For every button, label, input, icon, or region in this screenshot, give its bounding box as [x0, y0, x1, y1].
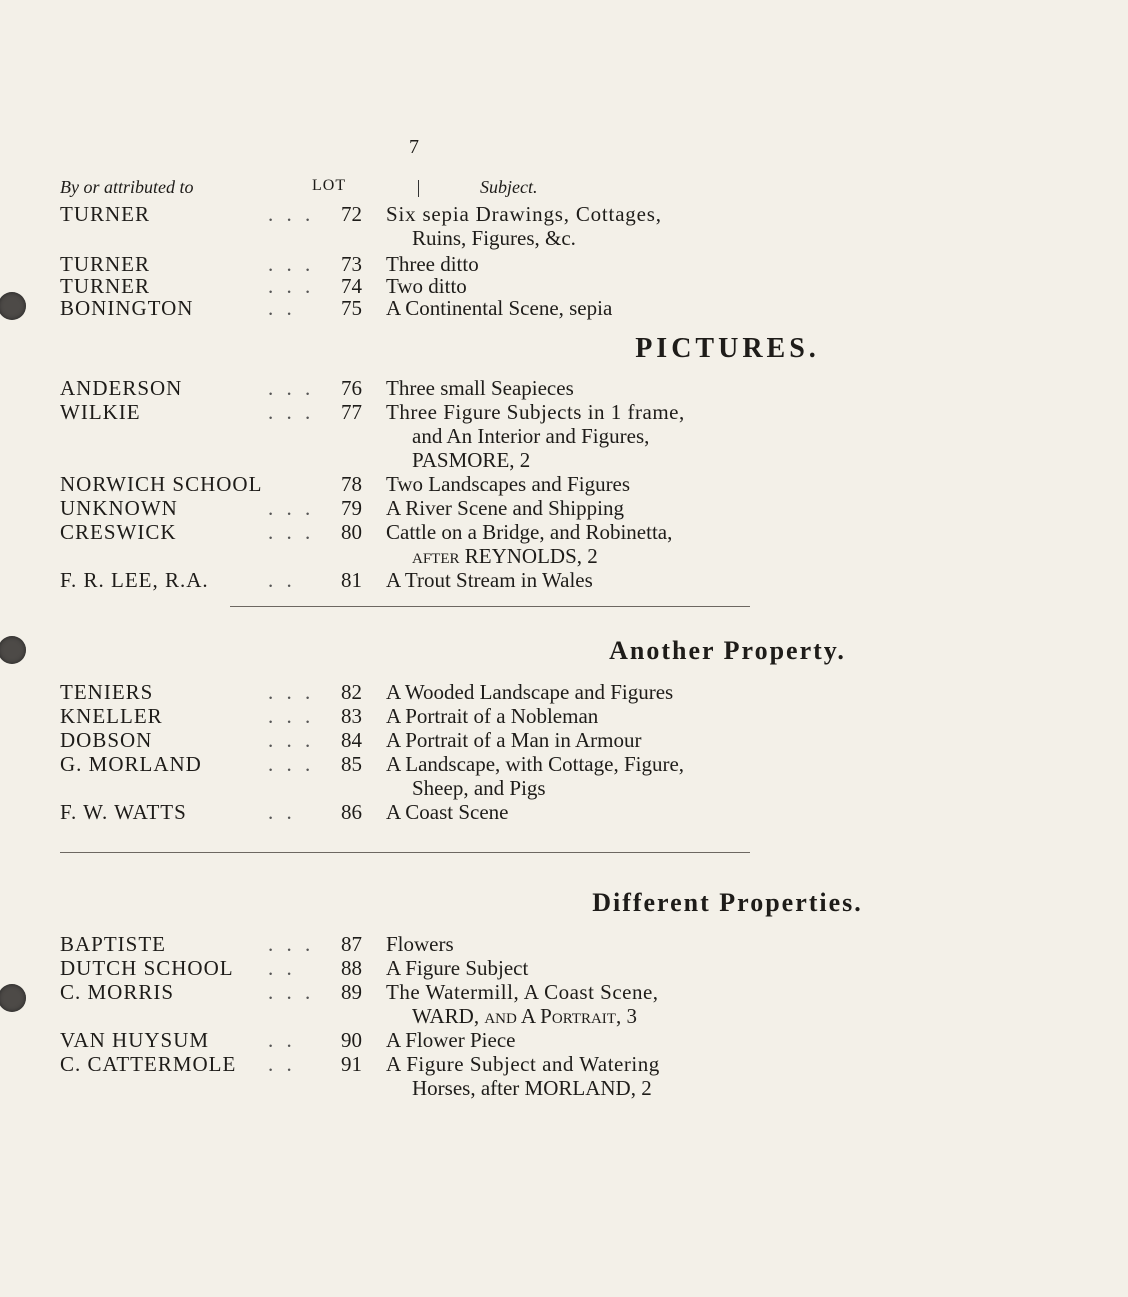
lot-number: 79: [341, 496, 362, 520]
column-header-lot: LOT: [312, 177, 347, 194]
leader-dots: . . .: [268, 202, 315, 226]
section-title-pictures: PICTURES.: [635, 333, 820, 364]
artist-name: F. R. LEE, R.A.: [60, 568, 209, 592]
lot-subject-continued: Horses, after MORLAND, 2: [412, 1076, 652, 1100]
leader-dots: . . .: [268, 274, 315, 298]
lot-subject: Two Landscapes and Figures: [386, 472, 631, 496]
lot-subject: A Figure Subject and Watering: [386, 1052, 660, 1076]
lot-subject: A Landscape, with Cottage, Figure,: [386, 752, 685, 776]
leader-dots: . .: [268, 1028, 296, 1052]
leader-dots: . . .: [268, 252, 315, 276]
artist-name: ANDERSON: [60, 376, 183, 400]
lot-subject: A Trout Stream in Wales: [386, 568, 593, 592]
artist-name: G. MORLAND: [60, 752, 202, 776]
artist-name: C. CATTERMOLE: [60, 1052, 237, 1076]
lot-number: 91: [341, 1052, 362, 1076]
lot-subject: Three ditto: [386, 252, 479, 276]
lot-subject: A Flower Piece: [386, 1028, 516, 1052]
lot-subject: Six sepia Drawings, Cottages,: [386, 202, 662, 226]
lot-subject: Two ditto: [386, 274, 467, 298]
lot-number: 88: [341, 956, 362, 980]
lot-subject: Three small Seapieces: [386, 376, 574, 400]
section-title-text: Different Properties.: [592, 888, 863, 917]
lot-number: 87: [341, 932, 362, 956]
lot-subject: A Portrait of a Man in Armour: [386, 728, 642, 752]
artist-name: TURNER: [60, 202, 150, 226]
lot-subject: Flowers: [386, 932, 454, 956]
artist-name: BAPTISTE: [60, 932, 167, 956]
lot-number: 85: [341, 752, 362, 776]
artist-name: CRESWICK: [60, 520, 177, 544]
leader-dots: . .: [268, 568, 296, 592]
leader-dots: . . .: [268, 980, 315, 1004]
artist-name: BONINGTON: [60, 296, 194, 320]
leader-dots: . .: [268, 956, 296, 980]
lot-subject: The Watermill, A Coast Scene,: [386, 980, 659, 1004]
leader-dots: . . .: [268, 400, 315, 424]
page-number: 7: [409, 136, 419, 158]
leader-dots: . . .: [268, 520, 315, 544]
punch-hole: [0, 636, 26, 664]
lot-number: 72: [341, 202, 362, 226]
lot-number: 80: [341, 520, 362, 544]
lot-number: 81: [341, 568, 362, 592]
artist-name: NORWICH SCHOOL: [60, 472, 263, 496]
artist-name: WILKIE: [60, 400, 141, 424]
lot-subject-continued: PASMORE, 2: [412, 448, 531, 472]
lot-number: 84: [341, 728, 362, 752]
punch-hole: [0, 292, 26, 320]
leader-dots: . .: [268, 800, 296, 824]
section-divider: [230, 606, 750, 607]
lot-subject-continued: WARD, and A Portrait, 3: [412, 1004, 637, 1028]
leader-dots: . . .: [268, 680, 315, 704]
lot-number: 78: [341, 472, 362, 496]
leader-dots: . . .: [268, 376, 315, 400]
lot-number: 73: [341, 252, 362, 276]
lot-subject: A Coast Scene: [386, 800, 509, 824]
lot-number: 89: [341, 980, 362, 1004]
artist-name: UNKNOWN: [60, 496, 178, 520]
lot-number: 82: [341, 680, 362, 704]
column-header-subject: Subject.: [480, 177, 538, 197]
lot-subject-continued: Sheep, and Pigs: [412, 776, 546, 800]
artist-name: C. MORRIS: [60, 980, 175, 1004]
lot-subject-continued: Ruins, Figures, &c.: [412, 226, 576, 250]
lot-subject-continued: after REYNOLDS, 2: [412, 544, 598, 568]
artist-name: DOBSON: [60, 728, 153, 752]
artist-name: F. W. WATTS: [60, 800, 187, 824]
lot-subject-continued: and An Interior and Figures,: [412, 424, 650, 448]
lot-subject: A River Scene and Shipping: [386, 496, 624, 520]
leader-dots: . . .: [268, 752, 315, 776]
section-title-text: Another Property.: [609, 636, 846, 665]
lot-subject: A Figure Subject: [386, 956, 529, 980]
column-divider: [418, 180, 419, 197]
section-title-another-property: [327, 636, 1128, 666]
section-title-different-properties: [327, 888, 1128, 918]
leader-dots: . .: [268, 1052, 296, 1076]
lot-subject: A Portrait of a Nobleman: [386, 704, 599, 728]
leader-dots: . . .: [268, 704, 315, 728]
leader-dots: . .: [268, 296, 296, 320]
lot-subject: Three Figure Subjects in 1 frame,: [386, 400, 685, 424]
artist-name: KNELLER: [60, 704, 163, 728]
artist-name: VAN HUYSUM: [60, 1028, 210, 1052]
leader-dots: . . .: [268, 496, 315, 520]
lot-number: 77: [341, 400, 362, 424]
artist-name: TURNER: [60, 274, 150, 298]
leader-dots: . . .: [268, 728, 315, 752]
lot-number: 83: [341, 704, 362, 728]
artist-name: TENIERS: [60, 680, 154, 704]
lot-number: 90: [341, 1028, 362, 1052]
section-divider: [60, 852, 750, 853]
punch-hole: [0, 984, 26, 1012]
artist-name: DUTCH SCHOOL: [60, 956, 234, 980]
lot-number: 76: [341, 376, 362, 400]
lot-subject: A Continental Scene, sepia: [386, 296, 613, 320]
lot-number: 74: [341, 274, 362, 298]
lot-number: 86: [341, 800, 362, 824]
artist-name: TURNER: [60, 252, 150, 276]
lot-subject: Cattle on a Bridge, and Robinetta,: [386, 520, 673, 544]
leader-dots: . . .: [268, 932, 315, 956]
column-header-artist: By or attributed to: [60, 177, 194, 197]
lot-subject: A Wooded Landscape and Figures: [386, 680, 674, 704]
lot-number: 75: [341, 296, 362, 320]
